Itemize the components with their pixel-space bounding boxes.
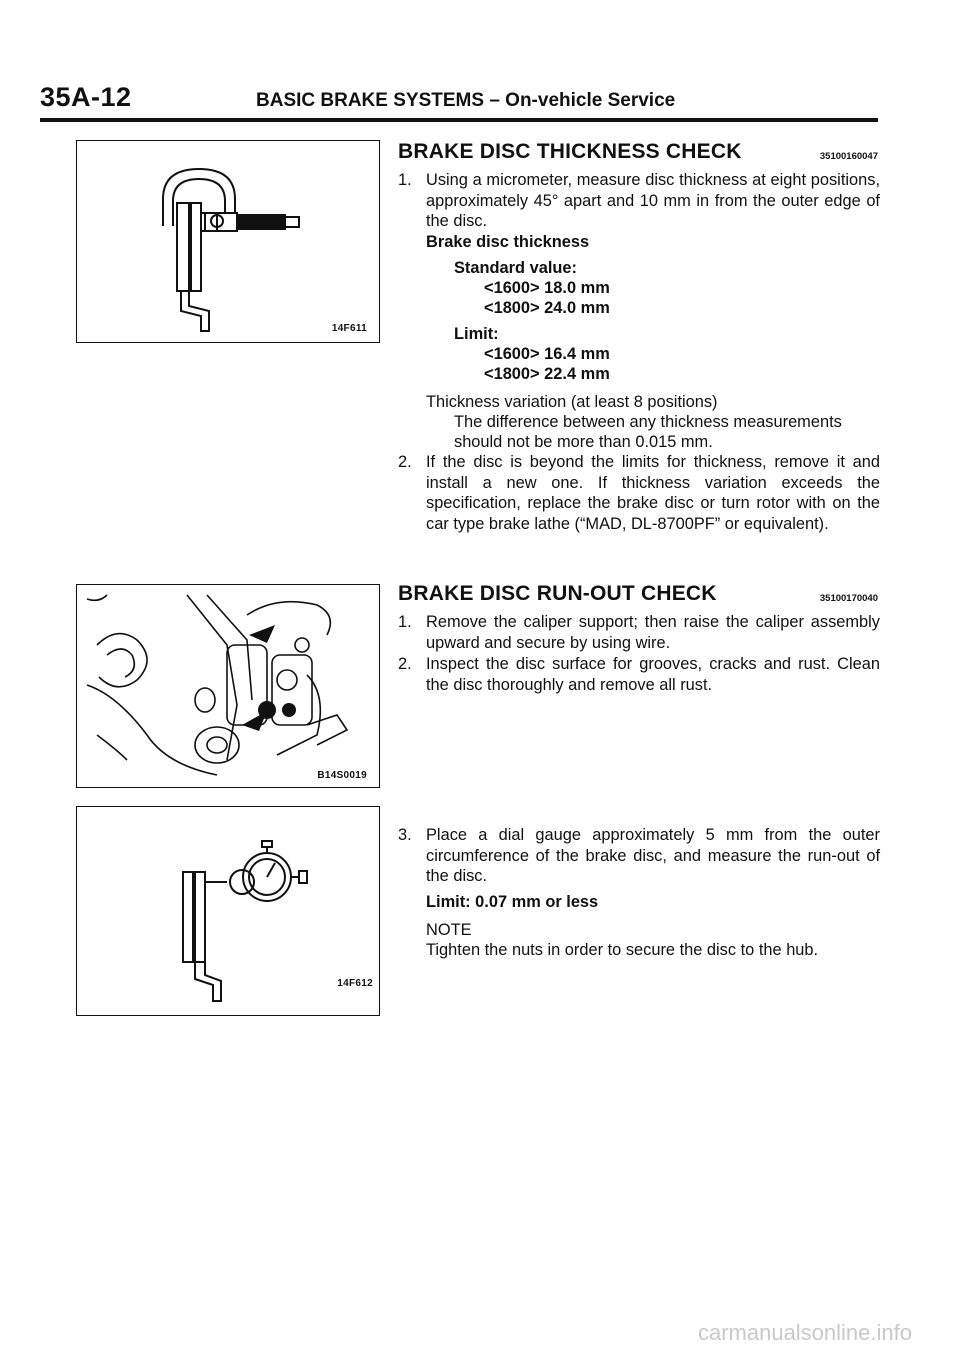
micrometer-illustration <box>77 141 379 342</box>
limit-1800: <1800> 22.4 mm <box>484 365 610 383</box>
step-text: Remove the caliper support; then raise the caliper assembly upward and secure by using wire. <box>426 613 880 652</box>
figure-label: 14F611 <box>331 323 367 334</box>
section-code: 35100170040 <box>819 593 878 604</box>
step-text: If the disc is beyond the limits for thickness, remove it and install a new one. If thickness variation exceeds the specification, replace the brake disc or turn rotor with on the car type brake lathe (“MAD, DL-8700PF” or equivalent). <box>426 453 880 533</box>
variation-heading: Thickness variation (at least 8 positions) <box>426 393 718 411</box>
figure-label: 14F612 <box>337 978 373 989</box>
note-text: Tighten the nuts in order to secure the disc to the hub. <box>426 941 819 959</box>
step-number: 3. <box>398 826 412 844</box>
figure-micrometer <box>76 140 380 343</box>
header-dash: – <box>489 90 500 111</box>
page-header-title <box>256 90 675 112</box>
note-label: NOTE <box>426 921 472 939</box>
step-1 <box>398 612 880 654</box>
section-brake-disc-runout <box>398 582 880 959</box>
step-text: Inspect the disc surface for grooves, cracks and rust. Clean the disc thoroughly and remove all rust. <box>426 655 880 694</box>
step-1 <box>398 170 880 232</box>
figure-label: B14S0019 <box>317 770 367 781</box>
runout-limit: Limit: 0.07 mm or less <box>426 893 599 911</box>
dial-gauge-illustration <box>77 807 379 1015</box>
standard-value-1800: <1800> 24.0 mm <box>484 299 610 317</box>
step-number: 2. <box>398 655 412 673</box>
caliper-illustration <box>77 585 379 787</box>
variation-text-line-1: The difference between any thickness measurements <box>454 413 842 431</box>
header-subtitle: On-vehicle Service <box>505 90 676 111</box>
standard-value-1600: <1600> 18.0 mm <box>484 279 610 297</box>
step-number: 1. <box>398 613 412 631</box>
section-title: BRAKE DISC RUN-OUT CHECK <box>398 582 717 605</box>
step-text: Using a micrometer, measure disc thickness at eight positions, approximately 45° apart and 10 mm in from the outer edge of the disc. <box>426 171 880 230</box>
section-brake-disc-thickness <box>398 140 880 560</box>
page-number: 35A-12 <box>40 82 132 112</box>
spec-heading: Brake disc thickness <box>426 233 590 251</box>
step-2 <box>398 452 880 556</box>
header-title: BASIC BRAKE SYSTEMS <box>256 90 485 111</box>
limit-1600: <1600> 16.4 mm <box>484 345 610 363</box>
step-3 <box>398 825 880 887</box>
section-title: BRAKE DISC THICKNESS CHECK <box>398 140 742 163</box>
step-number: 2. <box>398 453 412 471</box>
step-text: Place a dial gauge approximately 5 mm from the outer circumference of the brake disc, and measure the run-out of the disc. <box>426 826 880 885</box>
figure-dial-gauge <box>76 806 380 1016</box>
limit-label: Limit: <box>454 325 499 343</box>
standard-value-label: Standard value: <box>454 259 577 277</box>
header-rule <box>40 118 878 122</box>
variation-text-line-2: should not be more than 0.015 mm. <box>454 433 713 451</box>
section-code: 35100160047 <box>819 151 878 162</box>
step-2 <box>398 654 880 696</box>
step-number: 1. <box>398 171 412 189</box>
watermark: carmanualsonline.info <box>697 1320 912 1345</box>
figure-caliper-assembly <box>76 584 380 788</box>
